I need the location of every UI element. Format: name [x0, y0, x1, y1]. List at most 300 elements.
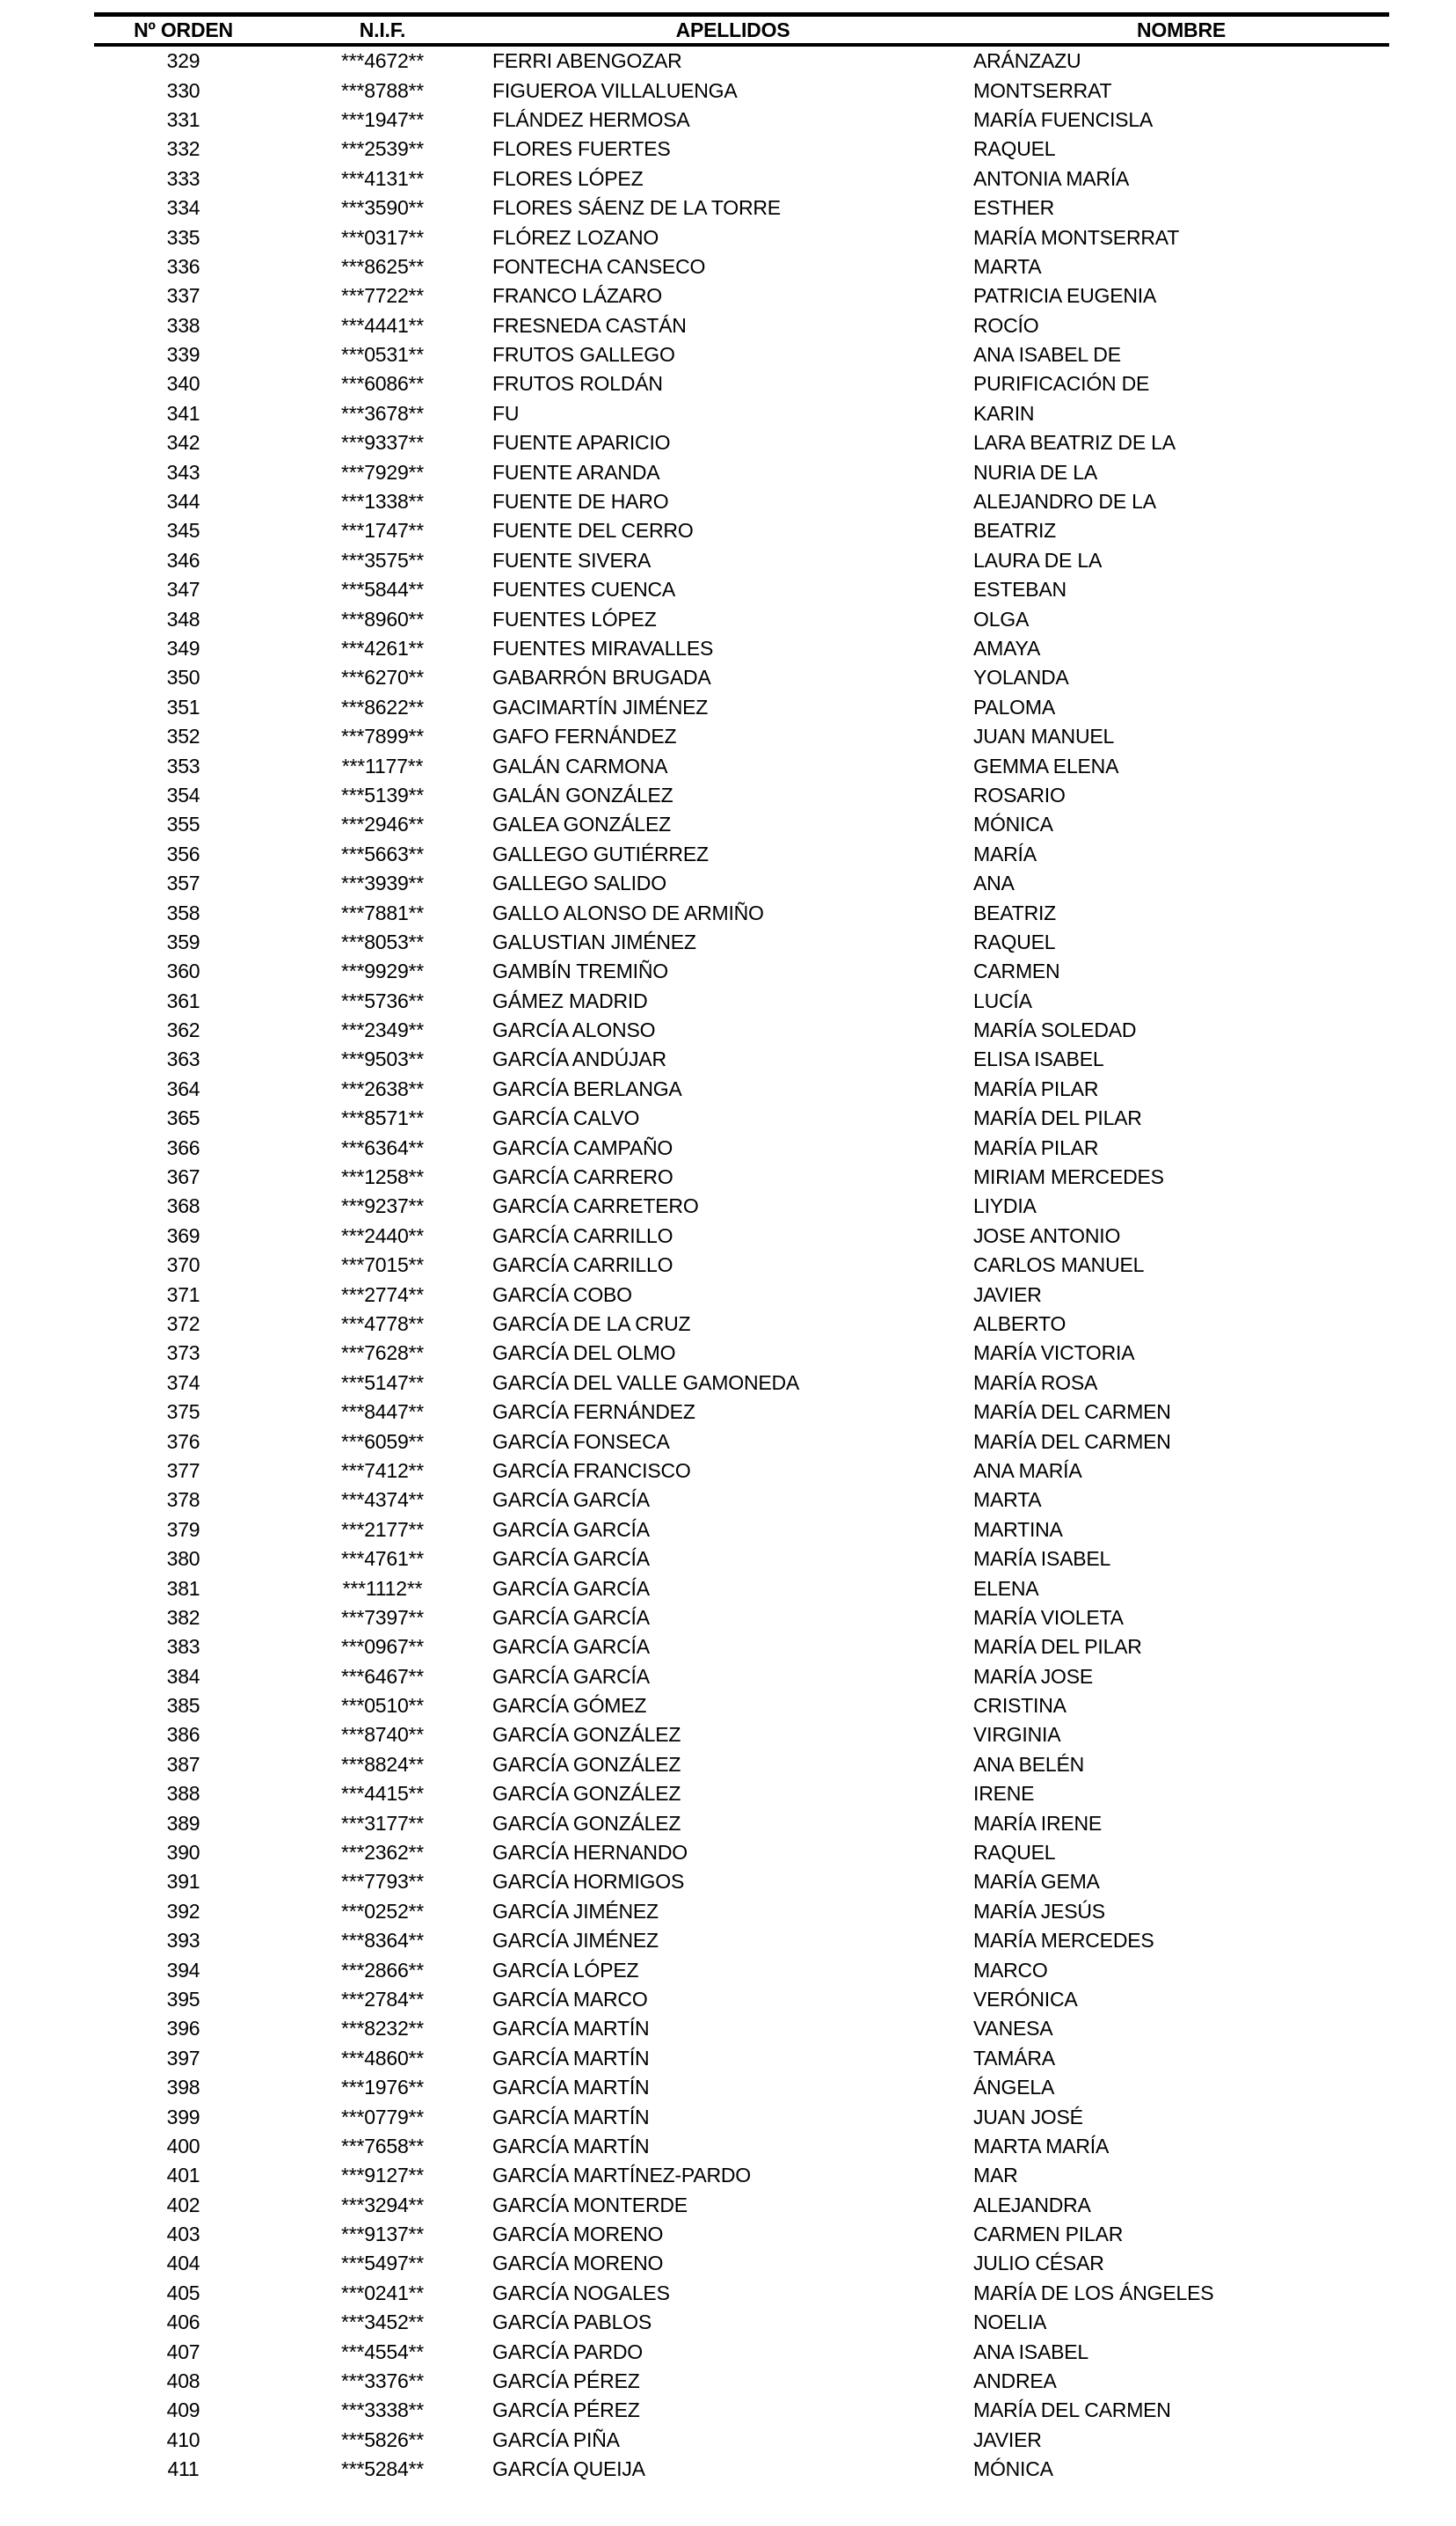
- cell-orden: 348: [166, 607, 200, 631]
- table-row: [94, 1955, 1389, 1984]
- table-row: [94, 1808, 1389, 1837]
- cell-orden: 358: [166, 901, 200, 924]
- cell-nif: ***3376**: [340, 2369, 425, 2393]
- cell-orden: 343: [166, 460, 200, 484]
- table-row: [94, 2102, 1389, 2131]
- table-row: [94, 1222, 1389, 1251]
- cell-apellidos: GARCÍA FERNÁNDEZ: [492, 1400, 695, 1424]
- cell-nombre: JOSE ANTONIO: [973, 1223, 1121, 1247]
- cell-apellidos: FLÓREZ LOZANO: [492, 225, 659, 249]
- table-row: [94, 1016, 1389, 1045]
- cell-nombre: CARMEN PILAR: [973, 2223, 1124, 2246]
- cell-nombre: YOLANDA: [973, 666, 1069, 690]
- cell-nombre: MARÍA DEL CARMEN: [973, 1429, 1171, 1453]
- cell-apellidos: GARCÍA MARTÍN: [492, 2076, 650, 2099]
- cell-nombre: ALBERTO: [973, 1311, 1067, 1335]
- cell-apellidos: GALLEGO SALIDO: [492, 872, 666, 895]
- table-row: [94, 2396, 1389, 2425]
- table-row: [94, 634, 1389, 663]
- table-row: [94, 1163, 1389, 1192]
- cell-nif: ***8625**: [340, 254, 425, 278]
- cell-nombre: MARÍA DEL PILAR: [973, 1635, 1142, 1659]
- cell-nif: ***8788**: [340, 78, 425, 102]
- cell-orden: 349: [166, 637, 200, 660]
- cell-orden: 385: [166, 1694, 200, 1718]
- cell-orden: 407: [166, 2340, 200, 2363]
- cell-orden: 329: [166, 49, 200, 73]
- table-row: [94, 428, 1389, 457]
- cell-orden: 335: [166, 225, 200, 249]
- cell-nombre: VIRGINIA: [973, 1723, 1061, 1747]
- cell-apellidos: GARCÍA BERLANGA: [492, 1077, 682, 1100]
- cell-nombre: MÓNICA: [973, 813, 1053, 836]
- cell-nif: ***2946**: [340, 813, 425, 836]
- cell-nombre: VERÓNICA: [973, 1987, 1078, 2011]
- cell-nombre: ANDREA: [973, 2369, 1057, 2393]
- table-row: [94, 2279, 1389, 2308]
- cell-nif: ***5663**: [340, 842, 425, 865]
- cell-apellidos: GARCÍA JIMÉNEZ: [492, 1899, 659, 1923]
- cell-nombre: JUAN MANUEL: [973, 725, 1115, 748]
- column-header-nombre: NOMBRE: [973, 15, 1389, 46]
- table-row: [94, 311, 1389, 340]
- table-row: [94, 604, 1389, 633]
- cell-orden: 399: [166, 2105, 200, 2128]
- cell-orden: 346: [166, 548, 200, 572]
- table-row: [94, 1075, 1389, 1104]
- cell-nif: ***6059**: [340, 1429, 425, 1453]
- cell-nombre: JAVIER: [973, 2427, 1042, 2451]
- cell-apellidos: FLORES FUERTES: [492, 137, 671, 161]
- cell-orden: 381: [166, 1576, 200, 1600]
- table-row: [94, 1104, 1389, 1133]
- table-row: [94, 223, 1389, 252]
- cell-nombre: MARÍA DE LOS ÁNGELES: [973, 2281, 1214, 2304]
- cell-apellidos: GALUSTIAN JIMÉNEZ: [492, 930, 696, 953]
- cell-orden: 380: [166, 1547, 200, 1571]
- cell-orden: 386: [166, 1723, 200, 1747]
- cell-nif: ***8824**: [340, 1752, 425, 1776]
- table-row: [94, 1427, 1389, 1456]
- cell-orden: 366: [166, 1135, 200, 1159]
- cell-nombre: PURIFICACIÓN DE: [973, 372, 1150, 396]
- table-row: [94, 1603, 1389, 1632]
- cell-nif: ***4860**: [340, 2046, 425, 2070]
- cell-nombre: ANA BELÉN: [973, 1752, 1085, 1776]
- cell-nif: ***2177**: [340, 1517, 425, 1541]
- column-header-orden: Nº ORDEN: [94, 15, 273, 46]
- cell-nombre: LIYDIA: [973, 1194, 1037, 1218]
- cell-nombre: KARIN: [973, 401, 1035, 425]
- cell-apellidos: GARCÍA LÓPEZ: [492, 1958, 639, 1982]
- table-row: [94, 1133, 1389, 1162]
- cell-apellidos: GARCÍA GONZÁLEZ: [492, 1723, 681, 1747]
- table-row: [94, 2191, 1389, 2220]
- cell-nombre: ALEJANDRO DE LA: [973, 490, 1156, 514]
- cell-apellidos: GARCÍA PARDO: [492, 2340, 643, 2363]
- cell-nif: ***4261**: [340, 637, 425, 660]
- cell-apellidos: GARCÍA CALVO: [492, 1106, 640, 1130]
- table-row: [94, 399, 1389, 428]
- cell-nif: ***3452**: [340, 2311, 425, 2334]
- cell-nombre: MONTSERRAT: [973, 78, 1112, 102]
- cell-orden: 374: [166, 1370, 200, 1394]
- table-row: [94, 369, 1389, 398]
- cell-nif: ***6364**: [340, 1135, 425, 1159]
- table-row: [94, 1251, 1389, 1280]
- table-row: [94, 781, 1389, 810]
- cell-orden: 353: [166, 754, 200, 778]
- cell-nif: ***8571**: [340, 1106, 425, 1130]
- cell-nombre: ANA ISABEL DE: [973, 343, 1121, 367]
- cell-orden: 334: [166, 196, 200, 220]
- table-row: [94, 957, 1389, 986]
- table-row: [94, 1045, 1389, 1074]
- cell-nombre: MAR: [973, 2164, 1018, 2187]
- cell-nombre: MARÍA JOSE: [973, 1664, 1094, 1688]
- cell-orden: 390: [166, 1841, 200, 1865]
- cell-orden: 371: [166, 1282, 200, 1306]
- table-row: [94, 2455, 1389, 2484]
- cell-nif: ***8053**: [340, 930, 425, 953]
- table-row: [94, 2073, 1389, 2102]
- cell-orden: 372: [166, 1311, 200, 1335]
- table-row: [94, 546, 1389, 575]
- cell-nombre: RAQUEL: [973, 930, 1056, 953]
- cell-nombre: NURIA DE LA: [973, 460, 1097, 484]
- cell-nombre: MARÍA JESÚS: [973, 1899, 1105, 1923]
- cell-apellidos: GARCÍA MARTÍN: [492, 2017, 650, 2041]
- cell-nif: ***7793**: [340, 1870, 425, 1894]
- cell-nif: ***8622**: [340, 695, 425, 719]
- cell-apellidos: FUENTE APARICIO: [492, 431, 671, 455]
- table-row: [94, 164, 1389, 193]
- cell-nombre: MARTINA: [973, 1517, 1063, 1541]
- cell-nif: ***7929**: [340, 460, 425, 484]
- table-row: [94, 487, 1389, 516]
- cell-nif: ***5497**: [340, 2252, 425, 2275]
- table-row: [94, 1661, 1389, 1690]
- cell-nombre: CARMEN: [973, 960, 1060, 983]
- cell-nif: ***8232**: [340, 2017, 425, 2041]
- table-row: [94, 1280, 1389, 1309]
- cell-apellidos: FONTECHA CANSECO: [492, 254, 706, 278]
- table-row: [94, 1369, 1389, 1398]
- cell-apellidos: GARCÍA GONZÁLEZ: [492, 1782, 681, 1806]
- cell-orden: 357: [166, 872, 200, 895]
- cell-orden: 369: [166, 1223, 200, 1247]
- table-body: [94, 45, 1389, 2484]
- cell-nombre: JAVIER: [973, 1282, 1042, 1306]
- cell-nombre: MARÍA PILAR: [973, 1135, 1099, 1159]
- cell-nif: ***9127**: [340, 2164, 425, 2187]
- cell-orden: 331: [166, 107, 200, 131]
- cell-nif: ***2362**: [340, 1841, 425, 1865]
- cell-orden: 342: [166, 431, 200, 455]
- cell-nif: ***4672**: [340, 49, 425, 73]
- cell-apellidos: GARCÍA MORENO: [492, 2252, 664, 2275]
- table-row: [94, 1456, 1389, 1486]
- cell-apellidos: FUENTES MIRAVALLES: [492, 637, 714, 660]
- table-row: [94, 2132, 1389, 2161]
- cell-nif: ***5147**: [340, 1370, 425, 1394]
- cell-nombre: MARÍA DEL CARMEN: [973, 1400, 1171, 1424]
- cell-nif: ***9929**: [340, 960, 425, 983]
- cell-orden: 361: [166, 989, 200, 1012]
- cell-nombre: MARÍA FUENCISLA: [973, 107, 1154, 131]
- cell-orden: 396: [166, 2017, 200, 2041]
- cell-nif: ***3590**: [340, 196, 425, 220]
- cell-orden: 364: [166, 1077, 200, 1100]
- cell-apellidos: GAFO FERNÁNDEZ: [492, 725, 677, 748]
- cell-orden: 360: [166, 960, 200, 983]
- cell-nif: ***8447**: [340, 1400, 425, 1424]
- table-row: [94, 2161, 1389, 2190]
- cell-orden: 406: [166, 2311, 200, 2334]
- cell-apellidos: GARCÍA FRANCISCO: [492, 1458, 691, 1482]
- cell-orden: 379: [166, 1517, 200, 1541]
- table-row: [94, 1339, 1389, 1368]
- cell-nombre: MARÍA: [973, 842, 1037, 865]
- cell-nif: ***2638**: [340, 1077, 425, 1100]
- cell-nif: ***4374**: [340, 1488, 425, 1512]
- cell-apellidos: GARCÍA DEL OLMO: [492, 1341, 676, 1365]
- cell-apellidos: FIGUEROA VILLALUENGA: [492, 78, 738, 102]
- table-row: [94, 106, 1389, 135]
- cell-nombre: JULIO CÉSAR: [973, 2252, 1104, 2275]
- cell-orden: 392: [166, 1899, 200, 1923]
- cell-nombre: PALOMA: [973, 695, 1055, 719]
- table-row: [94, 1779, 1389, 1808]
- cell-apellidos: GARCÍA MARTÍN: [492, 2105, 650, 2128]
- cell-orden: 344: [166, 490, 200, 514]
- orden-nif-table: [94, 12, 1389, 2484]
- cell-nombre: RAQUEL: [973, 1841, 1056, 1865]
- cell-nif: ***6270**: [340, 666, 425, 690]
- cell-nombre: ROSARIO: [973, 783, 1066, 807]
- cell-nombre: ROCÍO: [973, 313, 1039, 337]
- cell-nif: ***1258**: [340, 1165, 425, 1189]
- cell-apellidos: FLÁNDEZ HERMOSA: [492, 107, 690, 131]
- table-row: [94, 2249, 1389, 2278]
- table-row: [94, 869, 1389, 898]
- cell-apellidos: FLORES SÁENZ DE LA TORRE: [492, 196, 781, 220]
- cell-nombre: ALEJANDRA: [973, 2193, 1091, 2216]
- cell-apellidos: FRANCO LÁZARO: [492, 284, 662, 308]
- cell-nif: ***7015**: [340, 1253, 425, 1277]
- table-row: [94, 76, 1389, 105]
- cell-nif: ***9503**: [340, 1048, 425, 1071]
- cell-nif: ***3575**: [340, 548, 425, 572]
- cell-nombre: VANESA: [973, 2017, 1053, 2041]
- cell-nombre: MARCO: [973, 1958, 1048, 1982]
- cell-nif: ***4554**: [340, 2340, 425, 2363]
- cell-apellidos: GALÁN GONZÁLEZ: [492, 783, 673, 807]
- cell-nombre: ELISA ISABEL: [973, 1048, 1104, 1071]
- cell-nombre: ANTONIA MARÍA: [973, 166, 1130, 190]
- cell-orden: 345: [166, 519, 200, 543]
- cell-nombre: ANA: [973, 872, 1015, 895]
- cell-nombre: MARTA: [973, 254, 1042, 278]
- cell-nombre: MARÍA MERCEDES: [973, 1929, 1154, 1953]
- cell-nif: ***1177**: [341, 754, 424, 778]
- cell-apellidos: GARCÍA PÉREZ: [492, 2369, 640, 2393]
- cell-nombre: BEATRIZ: [973, 901, 1057, 924]
- cell-apellidos: FUENTE DE HARO: [492, 490, 669, 514]
- cell-apellidos: FU: [492, 401, 520, 425]
- cell-orden: 338: [166, 313, 200, 337]
- cell-apellidos: GARCÍA PABLOS: [492, 2311, 652, 2334]
- table-row: [94, 1486, 1389, 1515]
- header-row: [94, 15, 1389, 46]
- cell-nombre: MARÍA MONTSERRAT: [973, 225, 1180, 249]
- table-row: [94, 193, 1389, 223]
- cell-orden: 340: [166, 372, 200, 396]
- cell-orden: 400: [166, 2134, 200, 2157]
- cell-orden: 401: [166, 2164, 200, 2187]
- cell-nif: ***7397**: [340, 1605, 425, 1629]
- cell-apellidos: GARCÍA GARCÍA: [492, 1547, 650, 1571]
- table-row: [94, 1310, 1389, 1339]
- cell-apellidos: FERRI ABENGOZAR: [492, 49, 682, 73]
- table-row: [94, 281, 1389, 310]
- cell-nombre: ARÁNZAZU: [973, 49, 1081, 73]
- cell-apellidos: GARCÍA HERNANDO: [492, 1841, 688, 1865]
- cell-apellidos: GARCÍA GÓMEZ: [492, 1694, 647, 1718]
- cell-nif: ***7412**: [340, 1458, 425, 1482]
- cell-apellidos: FRUTOS ROLDÁN: [492, 372, 663, 396]
- cell-apellidos: GARCÍA GARCÍA: [492, 1576, 650, 1600]
- cell-nif: ***1338**: [340, 490, 425, 514]
- cell-orden: 395: [166, 1987, 200, 2011]
- cell-nombre: TAMÁRA: [973, 2046, 1055, 2070]
- cell-nombre: MÓNICA: [973, 2457, 1053, 2481]
- cell-apellidos: GARCÍA JIMÉNEZ: [492, 1929, 659, 1953]
- cell-orden: 350: [166, 666, 200, 690]
- cell-orden: 384: [166, 1664, 200, 1688]
- cell-apellidos: GARCÍA CARRILLO: [492, 1253, 673, 1277]
- cell-apellidos: GAMBÍN TREMIÑO: [492, 960, 668, 983]
- cell-nif: ***3177**: [340, 1811, 425, 1835]
- table-row: [94, 693, 1389, 722]
- cell-orden: 333: [166, 166, 200, 190]
- cell-nif: ***6467**: [340, 1664, 425, 1688]
- cell-apellidos: GABARRÓN BRUGADA: [492, 666, 711, 690]
- cell-orden: 330: [166, 78, 200, 102]
- cell-nombre: AMAYA: [973, 637, 1041, 660]
- table-row: [94, 928, 1389, 957]
- cell-nif: ***3678**: [340, 401, 425, 425]
- cell-nombre: NOELIA: [973, 2311, 1047, 2334]
- cell-orden: 354: [166, 783, 200, 807]
- cell-nif: ***8364**: [340, 1929, 425, 1953]
- cell-orden: 356: [166, 842, 200, 865]
- cell-nif: ***1947**: [340, 107, 425, 131]
- cell-apellidos: GALEA GONZÁLEZ: [492, 813, 671, 836]
- cell-nif: ***2784**: [340, 1987, 425, 2011]
- cell-orden: 339: [166, 343, 200, 367]
- cell-nif: ***0967**: [340, 1635, 425, 1659]
- cell-nif: ***2440**: [340, 1223, 425, 1247]
- table-row: [94, 987, 1389, 1016]
- cell-nif: ***3939**: [340, 872, 425, 895]
- cell-nif: ***4761**: [340, 1547, 425, 1571]
- cell-nif: ***9237**: [340, 1194, 425, 1218]
- cell-apellidos: GARCÍA CARRILLO: [492, 1223, 673, 1247]
- cell-nombre: BEATRIZ: [973, 519, 1057, 543]
- cell-orden: 383: [166, 1635, 200, 1659]
- cell-apellidos: GARCÍA CAMPAÑO: [492, 1135, 673, 1159]
- cell-nif: ***2866**: [340, 1958, 425, 1982]
- cell-orden: 368: [166, 1194, 200, 1218]
- cell-apellidos: GARCÍA GARCÍA: [492, 1635, 650, 1659]
- table-row: [94, 457, 1389, 486]
- cell-orden: 402: [166, 2193, 200, 2216]
- cell-orden: 347: [166, 578, 200, 602]
- cell-apellidos: GARCÍA DE LA CRUZ: [492, 1311, 691, 1335]
- cell-orden: 393: [166, 1929, 200, 1953]
- cell-nif: ***2539**: [340, 137, 425, 161]
- table-row: [94, 1750, 1389, 1779]
- table-row: [94, 1192, 1389, 1221]
- table-row: [94, 898, 1389, 927]
- table-row: [94, 2426, 1389, 2455]
- cell-apellidos: GACIMARTÍN JIMÉNEZ: [492, 695, 709, 719]
- cell-nif: ***2774**: [340, 1282, 425, 1306]
- cell-orden: 409: [166, 2398, 200, 2422]
- cell-apellidos: FUENTE SIVERA: [492, 548, 652, 572]
- cell-apellidos: GARCÍA MORENO: [492, 2223, 664, 2246]
- table-row: [94, 252, 1389, 281]
- cell-nombre: GEMMA ELENA: [973, 754, 1119, 778]
- table-row: [94, 135, 1389, 164]
- table-row: [94, 1632, 1389, 1661]
- cell-apellidos: FUENTES LÓPEZ: [492, 607, 657, 631]
- table-row: [94, 2220, 1389, 2249]
- cell-apellidos: GARCÍA HORMIGOS: [492, 1870, 685, 1894]
- cell-orden: 405: [166, 2281, 200, 2304]
- cell-orden: 410: [166, 2427, 200, 2451]
- cell-orden: 404: [166, 2252, 200, 2275]
- table-row: [94, 840, 1389, 869]
- cell-orden: 408: [166, 2369, 200, 2393]
- cell-orden: 403: [166, 2223, 200, 2246]
- cell-apellidos: GARCÍA MARCO: [492, 1987, 648, 2011]
- cell-nif: ***5284**: [340, 2457, 425, 2481]
- cell-apellidos: GARCÍA QUEIJA: [492, 2457, 645, 2481]
- cell-nombre: MARÍA ROSA: [973, 1370, 1098, 1394]
- table-row: [94, 516, 1389, 545]
- cell-apellidos: GALLO ALONSO DE ARMIÑO: [492, 901, 764, 924]
- cell-nombre: JUAN JOSÉ: [973, 2105, 1083, 2128]
- cell-nif: ***0779**: [340, 2105, 425, 2128]
- cell-orden: 398: [166, 2076, 200, 2099]
- cell-nif: ***7658**: [340, 2134, 425, 2157]
- column-header-nif: N.I.F.: [273, 15, 492, 46]
- table-row: [94, 1691, 1389, 1720]
- table-row: [94, 575, 1389, 604]
- cell-nif: ***7722**: [340, 284, 425, 308]
- cell-apellidos: GARCÍA PÉREZ: [492, 2398, 640, 2422]
- cell-orden: 337: [166, 284, 200, 308]
- cell-nombre: MARÍA ISABEL: [973, 1547, 1111, 1571]
- cell-apellidos: FUENTES CUENCA: [492, 578, 676, 602]
- cell-nif: ***0531**: [340, 343, 425, 367]
- cell-orden: 377: [166, 1458, 200, 1482]
- cell-nombre: LAURA DE LA: [973, 548, 1103, 572]
- cell-apellidos: GARCÍA GARCÍA: [492, 1517, 650, 1541]
- table-row: [94, 1838, 1389, 1867]
